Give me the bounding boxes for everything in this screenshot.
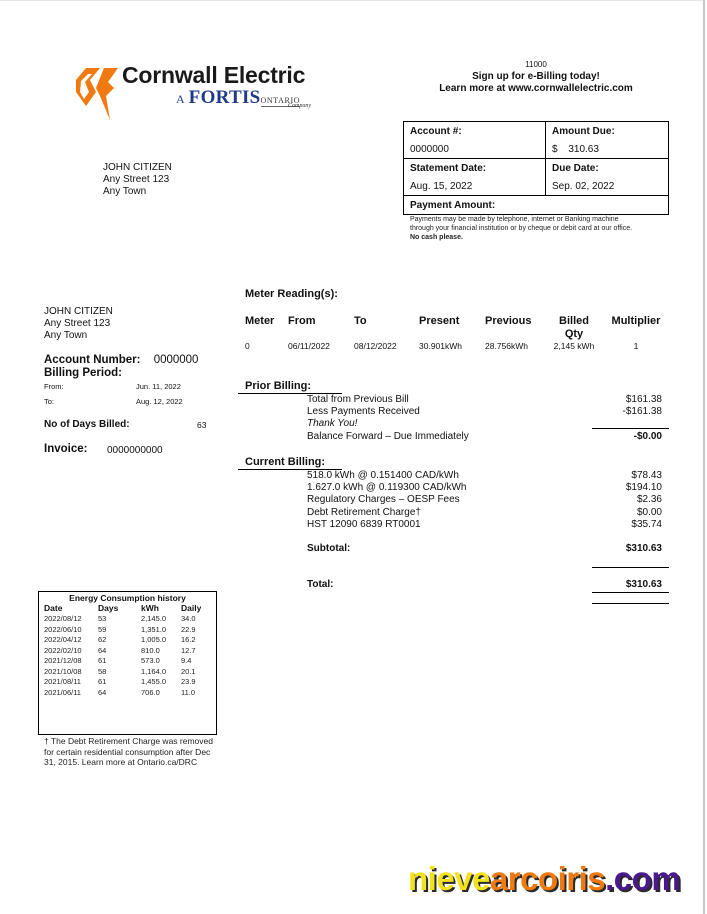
tagline-region: ONTARIO xyxy=(260,96,301,105)
history-days: 64 xyxy=(98,645,107,655)
promo-line-2: Learn more at www.cornwallelectric.com xyxy=(439,83,633,94)
history-kwh: 706.0 xyxy=(141,687,160,697)
meter-value-to: 08/12/2022 xyxy=(354,341,397,351)
history-row xyxy=(44,625,221,636)
meter-value-billed: 2,145 kWh xyxy=(553,341,595,351)
statement-date-label: Statement Date: xyxy=(404,159,546,177)
history-days: 61 xyxy=(98,677,107,686)
history-days: 58 xyxy=(98,666,107,676)
meter-value-present: 30.901kWh xyxy=(419,341,462,351)
debt-retirement-footnote: † The Debt Retirement Charge was removed for certain residential consumption after Dec 31, 2015. Learn more at Ontario.ca/DRC xyxy=(44,736,213,767)
history-header-date: Date xyxy=(44,603,63,613)
history-kwh: 1,351.0 xyxy=(141,624,167,634)
mailing-street: Any Street 123 xyxy=(103,174,170,185)
history-kwh: 573.0 xyxy=(141,656,160,665)
total-rule-2 xyxy=(592,603,669,604)
watermark-part-3: .com xyxy=(605,860,681,897)
prior-billing-title: Prior Billing: xyxy=(245,380,311,392)
history-row xyxy=(44,667,221,678)
prior-item-amount: -$161.38 xyxy=(622,406,662,417)
current-item-label: 518.0 kWh @ 0.151400 CAD/kWh xyxy=(307,470,459,481)
to-label: To: xyxy=(44,397,55,406)
payment-note xyxy=(410,215,640,242)
history-kwh: 1,164.0 xyxy=(141,666,167,676)
history-row xyxy=(44,688,221,699)
invoice-label: Invoice: xyxy=(44,443,88,455)
mailing-town: Any Town xyxy=(103,186,147,197)
current-item-amount: $35.74 xyxy=(631,519,662,530)
payment-amount-label: Payment Amount: xyxy=(410,200,496,211)
prior-item-amount: $161.38 xyxy=(625,394,662,405)
days-billed-label: No of Days Billed: xyxy=(44,419,130,430)
history-row xyxy=(44,614,221,625)
total-rule-1 xyxy=(592,592,669,593)
payment-note-bold: No cash please. xyxy=(410,234,463,241)
mailing-address xyxy=(103,162,172,198)
watermark xyxy=(408,860,680,898)
current-item-amount: $194.10 xyxy=(625,482,662,493)
history-date: 2021/10/08 xyxy=(44,666,82,676)
payment-note-text: Payments may be made by telephone, internet or Banking machine through your financial institution or by cheque or debit card at our office. xyxy=(410,216,633,232)
history-date: 2022/06/10 xyxy=(44,624,82,634)
current-item-amount: $78.43 xyxy=(631,470,662,481)
lightning-c-logo-icon xyxy=(74,66,120,122)
current-item-label: Debt Retirement Charge† xyxy=(307,507,421,518)
statement-date-value: Aug. 15, 2022 xyxy=(404,177,546,195)
tagline-a: A xyxy=(176,92,185,106)
history-date: 2022/02/10 xyxy=(44,645,82,655)
account-label: Account #: xyxy=(404,122,546,140)
page-top-edge xyxy=(0,0,703,1)
prior-balance-amount: -$0.00 xyxy=(633,431,662,442)
history-row xyxy=(44,677,221,688)
history-kwh: 1,455.0 xyxy=(141,677,167,686)
account-number-value: 0000000 xyxy=(153,354,199,366)
total-label: Total: xyxy=(307,579,334,590)
mailing-name: JOHN CITIZEN xyxy=(103,162,172,173)
customer-name: JOHN CITIZEN xyxy=(44,306,113,317)
amount-due-value-cell xyxy=(546,140,668,158)
history-daily: 16.2 xyxy=(181,635,196,644)
from-label: From: xyxy=(44,382,64,391)
company-tagline xyxy=(176,87,300,109)
history-days: 59 xyxy=(98,624,107,634)
history-daily: 11.0 xyxy=(181,687,196,697)
invoice-value: 0000000000 xyxy=(107,445,163,456)
subtotal-label: Subtotal: xyxy=(307,543,351,554)
promo-code: 11000 xyxy=(525,60,547,69)
amount-due-label: Amount Due: xyxy=(552,126,615,137)
to-value: Aug. 12, 2022 xyxy=(136,397,183,406)
subtotal-rule xyxy=(592,567,669,568)
history-date: 2021/12/08 xyxy=(44,656,82,665)
account-value: 0000000 xyxy=(404,140,546,158)
history-daily: 34.0 xyxy=(181,614,196,623)
current-billing-title: Current Billing: xyxy=(245,456,326,468)
meter-value-from: 06/11/2022 xyxy=(288,341,330,351)
history-date: 2022/04/12 xyxy=(44,635,82,644)
meter-header-meter: Meter xyxy=(245,315,275,327)
meter-header-from: From xyxy=(288,315,316,327)
history-header-kwh: kWh xyxy=(141,603,159,613)
prior-item-label: Total from Previous Bill xyxy=(307,394,409,405)
history-date: 2021/06/11 xyxy=(44,687,81,697)
history-row xyxy=(44,656,221,667)
energy-consumption-history xyxy=(38,591,217,735)
history-daily: 23.9 xyxy=(181,677,196,686)
promo-line-1: Sign up for e-Billing today! xyxy=(472,71,600,82)
customer-address xyxy=(44,306,113,342)
history-date: 2021/08/11 xyxy=(44,677,81,686)
watermark-part-1: nieve xyxy=(408,860,490,897)
prior-item-label: Balance Forward – Due Immediately xyxy=(307,431,469,442)
due-date-value: Sep. 02, 2022 xyxy=(552,181,615,192)
watermark-part-2: arcoiris xyxy=(489,860,606,897)
current-item-label: HST 12090 6839 RT0001 xyxy=(307,519,421,530)
total-amount: $310.63 xyxy=(625,579,662,590)
tagline-brand: FORTIS xyxy=(188,87,261,108)
history-days: 61 xyxy=(98,656,107,665)
meter-readings-title: Meter Reading(s): xyxy=(245,288,338,300)
meter-header-previous: Previous xyxy=(485,315,532,327)
meter-header-billed-qty xyxy=(548,315,600,341)
company-name: Cornwall Electric xyxy=(122,62,306,88)
account-number-line xyxy=(44,354,198,366)
history-days: 64 xyxy=(98,687,107,697)
meter-header-billed: Billed xyxy=(559,315,589,327)
billing-period-label: Billing Period: xyxy=(44,367,122,379)
meter-value-multiplier: 1 xyxy=(633,341,639,351)
history-days: 53 xyxy=(98,614,107,623)
meter-header-qty: Qty xyxy=(564,328,584,340)
subtotal-amount: $310.63 xyxy=(625,543,662,554)
ebilling-promo xyxy=(400,60,672,95)
history-title: Energy Consumption history xyxy=(69,593,186,603)
history-daily: 20.1 xyxy=(181,666,196,676)
amount-due-currency: $ xyxy=(552,144,558,155)
account-number-label: Account Number: xyxy=(44,354,141,366)
history-table xyxy=(44,603,221,698)
current-item-amount: $2.36 xyxy=(636,494,662,505)
history-header-daily: Daily xyxy=(181,603,202,613)
customer-street: Any Street 123 xyxy=(44,318,111,329)
meter-header-to: To xyxy=(354,315,367,327)
history-kwh: 810.0 xyxy=(141,645,160,655)
amount-due-value: 310.63 xyxy=(568,144,599,155)
from-value: Jun. 11, 2022 xyxy=(136,382,181,391)
page-right-edge xyxy=(703,0,705,914)
history-date: 2022/08/12 xyxy=(44,614,82,623)
prior-item-thank-you: Thank You! xyxy=(307,418,358,429)
history-header-days: Days xyxy=(98,603,119,613)
prior-item-label: Less Payments Received xyxy=(307,406,420,417)
meter-value-meter: 0 xyxy=(245,341,250,351)
current-item-amount: $0.00 xyxy=(636,507,662,518)
meter-header-multiplier: Multiplier xyxy=(611,315,661,327)
history-kwh: 2,145.0 xyxy=(141,614,167,623)
customer-town: Any Town xyxy=(44,330,88,341)
meter-value-previous: 28.756kWh xyxy=(485,341,528,351)
history-daily: 12.7 xyxy=(181,645,196,655)
history-days: 62 xyxy=(98,635,107,644)
meter-header-present: Present xyxy=(419,315,460,327)
due-date-label: Due Date: xyxy=(552,163,599,174)
account-summary-box xyxy=(403,121,669,215)
history-daily: 9.4 xyxy=(181,656,192,665)
history-row xyxy=(44,646,221,657)
current-item-label: 1.627.0 kWh @ 0.119300 CAD/kWh xyxy=(307,482,467,493)
history-kwh: 1,005.0 xyxy=(141,635,167,644)
days-billed-value: 63 xyxy=(197,420,207,430)
prior-amount-rule xyxy=(592,428,669,429)
history-daily: 22.9 xyxy=(181,624,196,634)
tagline-company: Company xyxy=(288,103,311,109)
current-item-label: Regulatory Charges – OESP Fees xyxy=(307,494,460,505)
history-row xyxy=(44,635,221,646)
